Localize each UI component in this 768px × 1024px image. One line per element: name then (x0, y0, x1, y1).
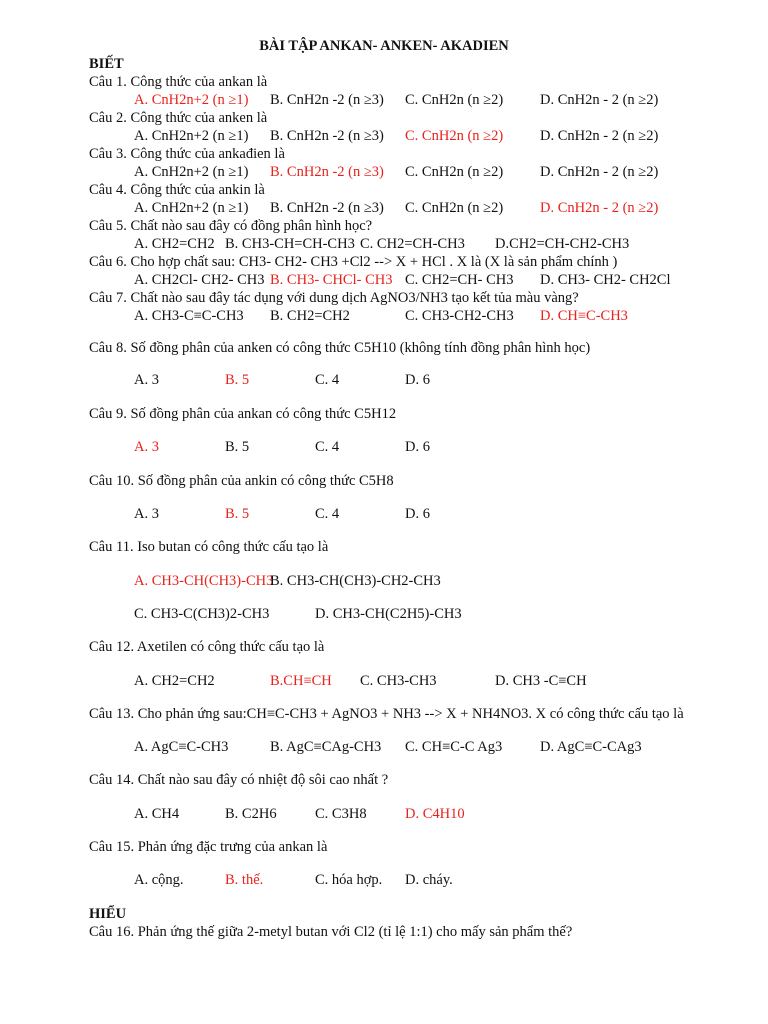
option-14a: A. CH4 (134, 806, 180, 822)
option-13a: A. AgC≡C-CH3 (134, 739, 229, 755)
question-7: Câu 7. Chất nào sau đây tác dụng với dung dịch AgNO3/NH3 tạo kết tủa màu vàng? (89, 290, 579, 306)
options-2 (134, 127, 734, 145)
option-15b: B. thế. (225, 872, 264, 888)
option-2c: C. CnH2n (n ≥2) (405, 128, 504, 144)
option-2b: B. CnH2n -2 (n ≥3) (270, 128, 384, 144)
option-8c: C. 4 (315, 372, 340, 388)
option-4c: C. CnH2n (n ≥2) (405, 200, 504, 216)
option-7d: D. CH≡C-CH3 (540, 308, 628, 324)
question-12: Câu 12. Axetilen có công thức cấu tạo là (89, 639, 325, 655)
option-4b: B. CnH2n -2 (n ≥3) (270, 200, 384, 216)
option-5d: D.CH2=CH-CH2-CH3 (495, 236, 630, 252)
option-15d: D. cháy. (405, 872, 453, 888)
option-9a: A. 3 (134, 439, 159, 455)
options-3 (134, 163, 734, 181)
option-12c: C. CH3-CH3 (360, 673, 437, 689)
options-13 (134, 738, 734, 756)
question-4: Câu 4. Công thức của ankin là (89, 182, 265, 198)
option-5b: B. CH3-CH=CH-CH3 (225, 236, 355, 252)
option-3d: D. CnH2n - 2 (n ≥2) (540, 164, 659, 180)
option-7a: A. CH3-C≡C-CH3 (134, 308, 244, 324)
option-11a: A. CH3-CH(CH3)-CH3 (134, 573, 274, 589)
options-6 (134, 271, 734, 289)
option-7c: C. CH3-CH2-CH3 (405, 308, 514, 324)
question-8: Câu 8. Số đồng phân của anken có công thức C5H10 (không tính đồng phân hình học) (89, 340, 591, 356)
option-4a: A. CnH2n+2 (n ≥1) (134, 200, 249, 216)
question-13: Câu 13. Cho phản ứng sau:CH≡C-CH3 + AgNO3 + NH3 --> X + NH4NO3. X có công thức cấu tạo là (89, 706, 684, 722)
option-14b: B. C2H6 (225, 806, 277, 822)
option-8a: A. 3 (134, 372, 159, 388)
option-2d: D. CnH2n - 2 (n ≥2) (540, 128, 659, 144)
option-6b: B. CH3- CHCl- CH3 (270, 272, 393, 288)
option-8d: D. 6 (405, 372, 430, 388)
options-14 (134, 805, 734, 823)
options-1 (134, 91, 734, 109)
question-3: Câu 3. Công thức của ankađien là (89, 146, 285, 162)
option-6d: D. CH3- CH2- CH2Cl (540, 272, 671, 288)
question-1: Câu 1. Công thức của ankan là (89, 74, 268, 90)
options-8 (134, 371, 734, 389)
options-7 (134, 307, 734, 325)
question-9: Câu 9. Số đồng phân của ankan có công thức C5H12 (89, 406, 397, 422)
option-2a: A. CnH2n+2 (n ≥1) (134, 128, 249, 144)
option-10c: C. 4 (315, 506, 340, 522)
question-10: Câu 10. Số đồng phân của ankin có công thức C5H8 (89, 473, 394, 489)
option-11c: C. CH3-C(CH3)2-CH3 (134, 606, 270, 622)
option-7b: B. CH2=CH2 (270, 308, 350, 324)
option-9d: D. 6 (405, 439, 430, 455)
question-2: Câu 2. Công thức của anken là (89, 110, 268, 126)
option-14c: C. C3H8 (315, 806, 367, 822)
option-3b: B. CnH2n -2 (n ≥3) (270, 164, 384, 180)
option-4d: D. CnH2n - 2 (n ≥2) (540, 200, 659, 216)
option-12a: A. CH2=CH2 (134, 673, 215, 689)
document-title: BÀI TẬP ANKAN- ANKEN- AKADIEN (259, 38, 509, 54)
option-9c: C. 4 (315, 439, 340, 455)
option-13c: C. CH≡C-C Ag3 (405, 739, 503, 755)
options-11-row2 (134, 605, 734, 623)
question-5: Câu 5. Chất nào sau đây có đồng phân hình học? (89, 218, 373, 234)
option-8b: B. 5 (225, 372, 250, 388)
option-13b: B. AgC≡CAg-CH3 (270, 739, 382, 755)
options-4 (134, 199, 734, 217)
option-10b: B. 5 (225, 506, 250, 522)
option-5a: A. CH2=CH2 (134, 236, 215, 252)
option-14d: D. C4H10 (405, 806, 465, 822)
question-11: Câu 11. Iso butan có công thức cấu tạo là (89, 539, 329, 555)
section-heading-biet: BIẾT (89, 56, 124, 72)
option-12b: B.CH≡CH (270, 673, 332, 689)
option-11d: D. CH3-CH(C2H5)-CH3 (315, 606, 462, 622)
option-1d: D. CnH2n - 2 (n ≥2) (540, 92, 659, 108)
option-3a: A. CnH2n+2 (n ≥1) (134, 164, 249, 180)
option-15a: A. cộng. (134, 872, 184, 888)
option-1b: B. CnH2n -2 (n ≥3) (270, 92, 384, 108)
options-5 (134, 235, 734, 253)
question-6: Câu 6. Cho hợp chất sau: CH3- CH2- CH3 +Cl2 --> X + HCl . X là (X là sản phẩm chính ) (89, 254, 618, 270)
option-10d: D. 6 (405, 506, 430, 522)
options-12 (134, 672, 734, 690)
option-1c: C. CnH2n (n ≥2) (405, 92, 504, 108)
options-11-row1 (134, 572, 734, 590)
question-16: Câu 16. Phản ứng thế giữa 2-metyl butan với Cl2 (tỉ lệ 1:1) cho mấy sản phẩm thế? (89, 924, 573, 940)
options-15 (134, 871, 734, 889)
option-1a: A. CnH2n+2 (n ≥1) (134, 92, 249, 108)
option-3c: C. CnH2n (n ≥2) (405, 164, 504, 180)
option-12d: D. CH3 -C≡CH (495, 673, 587, 689)
options-10 (134, 505, 734, 523)
option-6a: A. CH2Cl- CH2- CH3 (134, 272, 265, 288)
question-15: Câu 15. Phản ứng đặc trưng của ankan là (89, 839, 328, 855)
options-9 (134, 438, 734, 456)
option-5c: C. CH2=CH-CH3 (360, 236, 465, 252)
section-heading-hieu: HIỂU (89, 906, 127, 922)
option-15c: C. hóa hợp. (315, 872, 383, 888)
option-13d: D. AgC≡C-CAg3 (540, 739, 642, 755)
option-11b: B. CH3-CH(CH3)-CH2-CH3 (270, 573, 441, 589)
question-14: Câu 14. Chất nào sau đây có nhiệt độ sôi cao nhất ? (89, 772, 389, 788)
option-9b: B. 5 (225, 439, 250, 455)
option-6c: C. CH2=CH- CH3 (405, 272, 514, 288)
option-10a: A. 3 (134, 506, 159, 522)
